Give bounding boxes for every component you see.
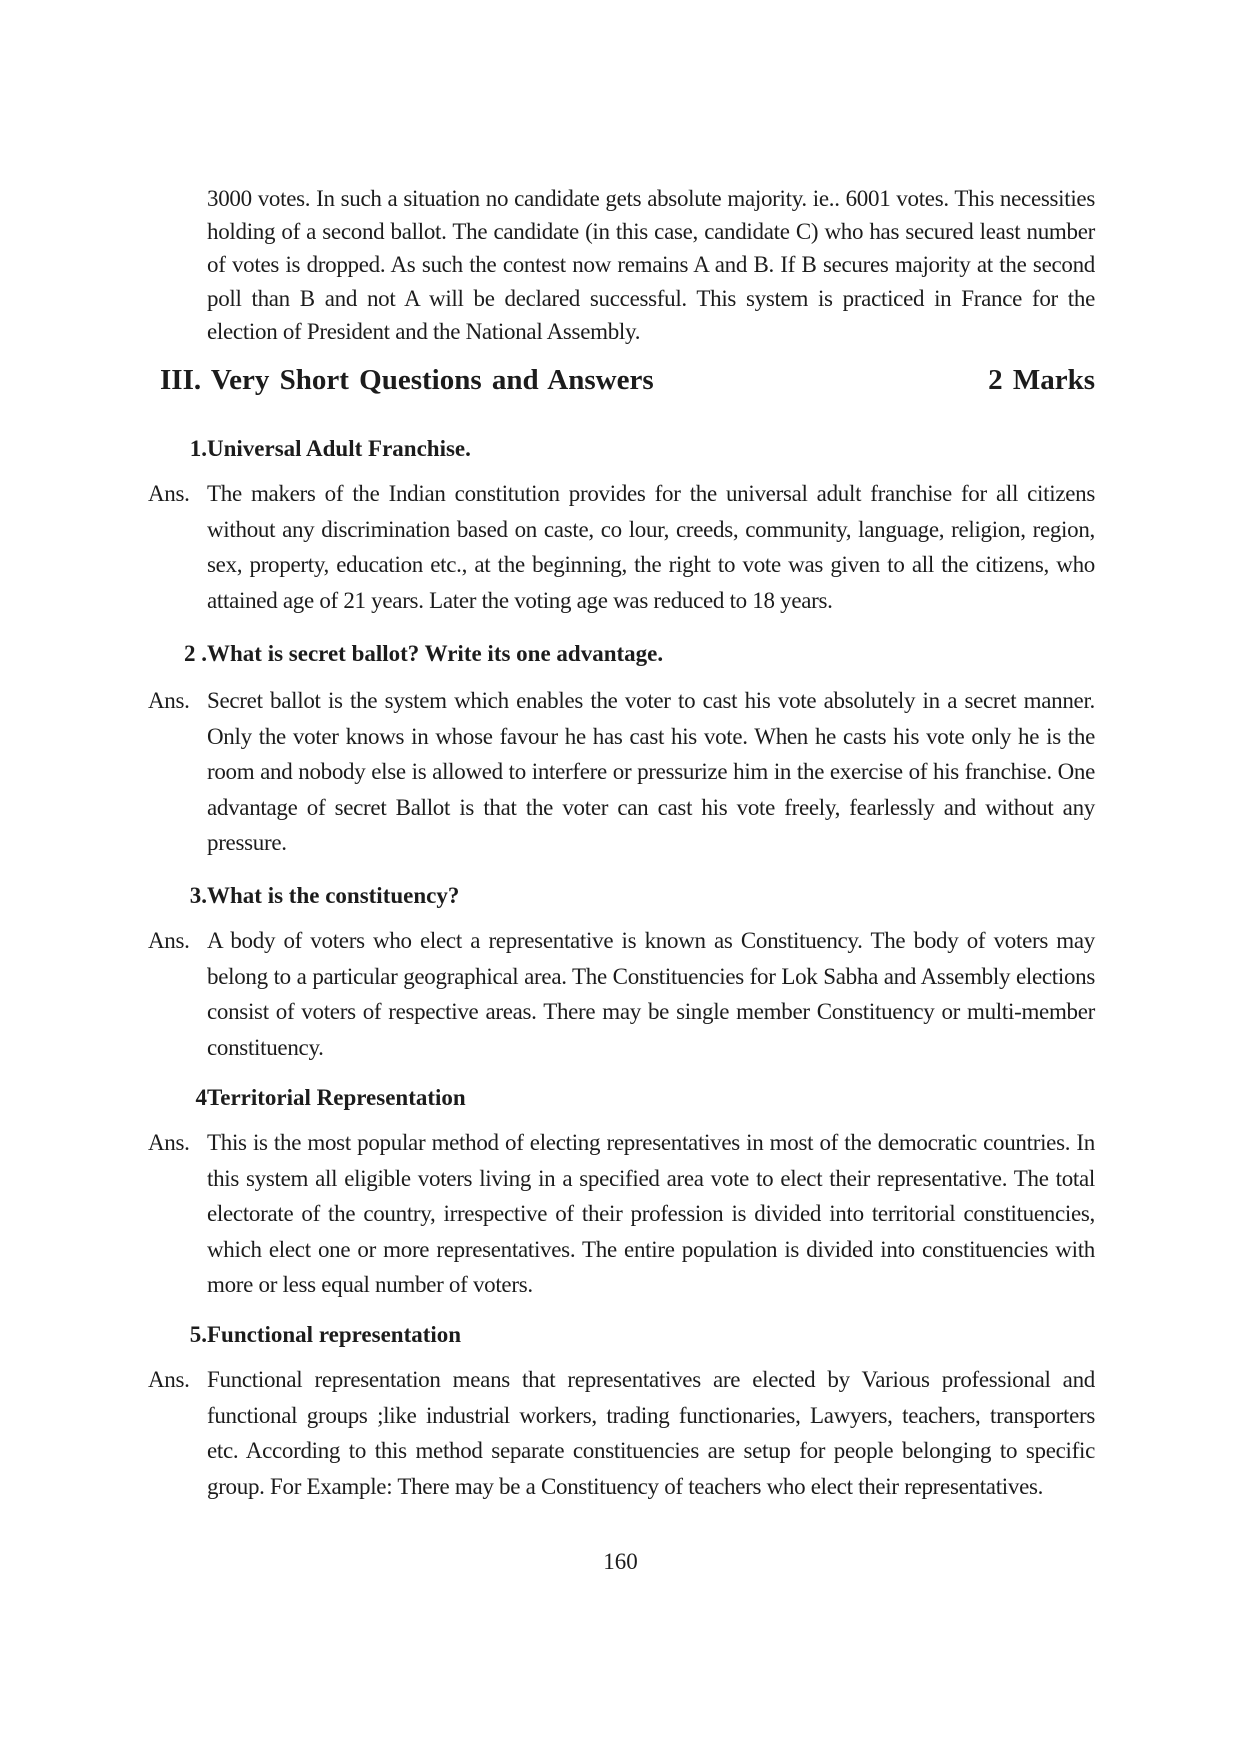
page-number: 160 <box>603 1549 638 1574</box>
question-text: What is secret ballot? Write its one advantage. <box>207 641 664 666</box>
question-text: Universal Adult Franchise. <box>207 436 471 461</box>
answer-4 <box>148 1125 1095 1303</box>
question-text: What is the constituency? <box>207 883 460 908</box>
question-number: 5. <box>189 1322 207 1347</box>
question-2 <box>148 641 1088 667</box>
question-1 <box>148 436 1088 462</box>
question-text: Territorial Representation <box>207 1085 466 1110</box>
answer-5 <box>148 1362 1095 1504</box>
question-number: 4 <box>195 1085 207 1110</box>
answer-text: The makers of the Indian constitution provides for the universal adult franchise for all citizens without any discrimination based on caste, co lour, creeds, community, language, religion, region, sex, property, education etc., at the beginning, the right to vote was given to all the citizens, who attained age of 21 years. Later the voting age was reduced to 18 years. <box>207 481 1095 613</box>
section-title: III. Very Short Questions and Answers <box>160 364 654 396</box>
question-number: 3. <box>189 883 207 908</box>
answer-text: Secret ballot is the system which enables the voter to cast his vote absolutely in a secret manner. Only the voter knows in whose favour he has cast his vote. When he casts his vote only he is the room and nobody else is allowed to interfere or pressurize him in the exercise of his franchise. One advantage of secret Ballot is that the voter can cast his vote freely, fearlessly and without any pressure. <box>207 688 1095 855</box>
answer-text: Functional representation means that representatives are elected by Various professional and functional groups ;like industrial workers, trading functionaries, Lawyers, teachers, transporters etc. According to this method separate constituencies are setup for people belonging to specific group. For Example: There may be a Constituency of teachers who elect their representatives. <box>207 1367 1095 1499</box>
intro-paragraph: 3000 votes. In such a situation no candidate gets absolute majority. ie.. 6001 votes. This necessities holding of a second ballot. The candidate (in this case, candidate C) who has secured least number of votes is dropped. As such the contest now remains A and B. If B secures majority at the second poll than B and not A will be declared successful. This system is practiced in France for the election of President and the National Assembly. <box>207 186 1095 344</box>
question-4 <box>148 1085 1088 1111</box>
section-heading <box>160 364 1095 397</box>
answer-label: Ans. <box>148 1367 190 1392</box>
answer-text: This is the most popular method of electing representatives in most of the democratic countries. In this system all eligible voters living in a specified area vote to elect their representative. The total electorate of the country, irrespective of their profession is divided into territorial constituencies, which elect one or more representatives. The entire population is divided into constituencies with more or less equal number of voters. <box>207 1130 1095 1297</box>
answer-3 <box>148 923 1095 1065</box>
question-number: 2 . <box>184 641 207 666</box>
answer-label: Ans. <box>148 688 190 713</box>
answer-label: Ans. <box>148 1130 190 1155</box>
answer-1 <box>148 476 1095 618</box>
question-text: Functional representation <box>207 1322 462 1347</box>
question-number: 1. <box>189 436 207 461</box>
question-5 <box>148 1322 1088 1348</box>
answer-text: A body of voters who elect a representative is known as Constituency. The body of voters may belong to a particular geographical area. The Constituencies for Lok Sabha and Assembly elections consist of voters of respective areas. There may be single member Constituency or multi-member constituency. <box>207 928 1095 1060</box>
answer-2 <box>148 683 1095 861</box>
question-3 <box>148 883 1088 909</box>
answer-label: Ans. <box>148 928 190 953</box>
answer-label: Ans. <box>148 481 190 506</box>
section-marks: 2 Marks <box>988 364 1095 396</box>
